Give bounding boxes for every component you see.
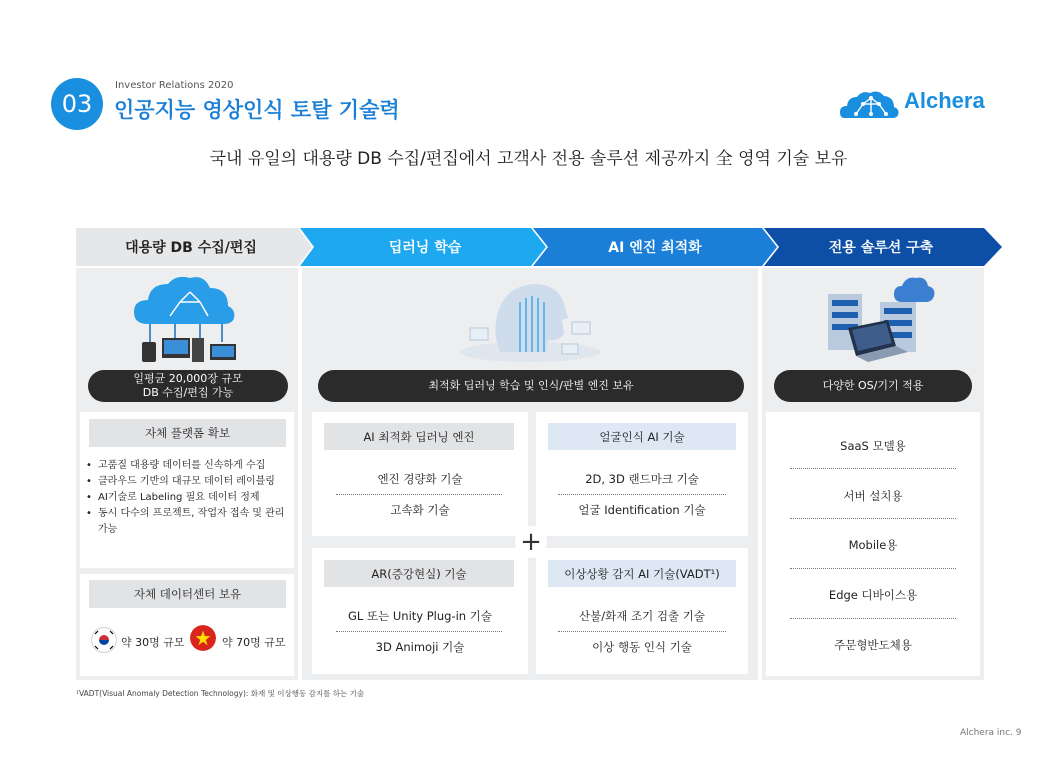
solution-mobile: Mobile용 — [848, 538, 898, 552]
divider — [790, 618, 956, 619]
bullet-item: • 클라우드 기반의 대규모 데이터 레이블링 — [86, 474, 290, 490]
headline: 국내 유일의 대용량 DB 수집/편집에서 고객사 전용 솔루션 제공까지 全 영역 기술 보유 — [209, 149, 848, 169]
divider — [558, 631, 726, 632]
vadt-item-behavior: 이상 행동 인식 기술 — [592, 640, 692, 654]
platform-label: 자체 플랫폼 확보 — [89, 419, 286, 447]
step-solution: 전용 솔루션 구축 — [828, 240, 934, 256]
os-device-pill: 다양한 OS/기기 적용 — [774, 370, 972, 402]
logo-wordmark: Alchera — [904, 88, 985, 113]
cloud-network-icon — [130, 272, 240, 364]
page-title: 인공지능 영상인식 토탈 기술력 — [114, 98, 400, 122]
ar-item-plugin: GL 또는 Unity Plug-in 기술 — [348, 609, 492, 623]
korea-flag-icon — [91, 627, 117, 653]
engine-pill: 최적화 딥러닝 학습 및 인식/판별 엔진 보유 — [318, 370, 744, 402]
engine-item-lightweight: 엔진 경량화 기술 — [377, 472, 463, 486]
divider — [790, 518, 956, 519]
divider — [790, 468, 956, 469]
step-ai-engine: AI 엔진 최적화 — [608, 240, 702, 256]
face-item-identification: 얼굴 Identification 기술 — [578, 503, 706, 517]
platform-bullets — [86, 458, 290, 538]
report-label: Investor Relations 2020 — [115, 80, 234, 91]
korea-staff-text: 약 30명 규모 — [121, 636, 185, 649]
step-deep-learning: 딥러닝 학습 — [388, 240, 462, 256]
bullet-item: • 고품질 대용량 데이터를 신속하게 수집 — [86, 458, 290, 474]
vadt-card-title: 이상상황 감지 AI 기술(VADT¹) — [548, 560, 736, 587]
divider — [336, 631, 502, 632]
db-capacity-pill — [88, 370, 288, 402]
ai-head-illustration-icon — [440, 272, 620, 364]
bullet-item: • AI기술로 Labeling 필요 데이터 정제 — [86, 490, 290, 506]
divider — [336, 494, 502, 495]
section-number-badge: 03 — [51, 78, 103, 130]
plus-icon: + — [515, 526, 547, 558]
ar-card-title: AR(증강현실) 기술 — [324, 560, 514, 587]
vietnam-staff-text: 약 70명 규모 — [222, 636, 286, 649]
vadt-item-fire: 산불/화재 조기 검출 기술 — [579, 609, 705, 623]
divider — [790, 568, 956, 569]
solution-asic: 주문형반도체용 — [834, 638, 912, 652]
engine-item-speed: 고속화 기술 — [390, 503, 450, 517]
db-capacity-text: 일평균 20,000장 규모 DB 수집/편집 가능 — [133, 371, 243, 399]
solution-saas: SaaS 모델용 — [840, 439, 906, 453]
vietnam-flag-icon — [190, 625, 216, 651]
page-footer: Alchera inc. 9 — [960, 728, 1022, 738]
divider — [558, 494, 726, 495]
engine-card-title: AI 최적화 딥러닝 엔진 — [324, 423, 514, 450]
step-db-collection: 대용량 DB 수집/편집 — [125, 240, 257, 256]
bullet-item: • 동시 다수의 프로젝트, 작업자 접속 및 관리 가능 — [86, 506, 290, 538]
face-item-landmark: 2D, 3D 랜드마크 기술 — [585, 472, 699, 486]
solution-edge: Edge 디바이스용 — [828, 588, 918, 602]
footnote: ¹VADT(Visual Anomaly Detection Technology): 화재 및 이상행동 감지를 하는 기술 — [76, 689, 365, 698]
server-laptop-illustration-icon — [810, 272, 940, 364]
datacenter-label: 자체 데이터센터 보유 — [89, 580, 286, 608]
solution-server: 서버 설치용 — [843, 489, 903, 503]
face-card-title: 얼굴인식 AI 기술 — [548, 423, 736, 450]
ar-item-animoji: 3D Animoji 기술 — [375, 640, 465, 654]
